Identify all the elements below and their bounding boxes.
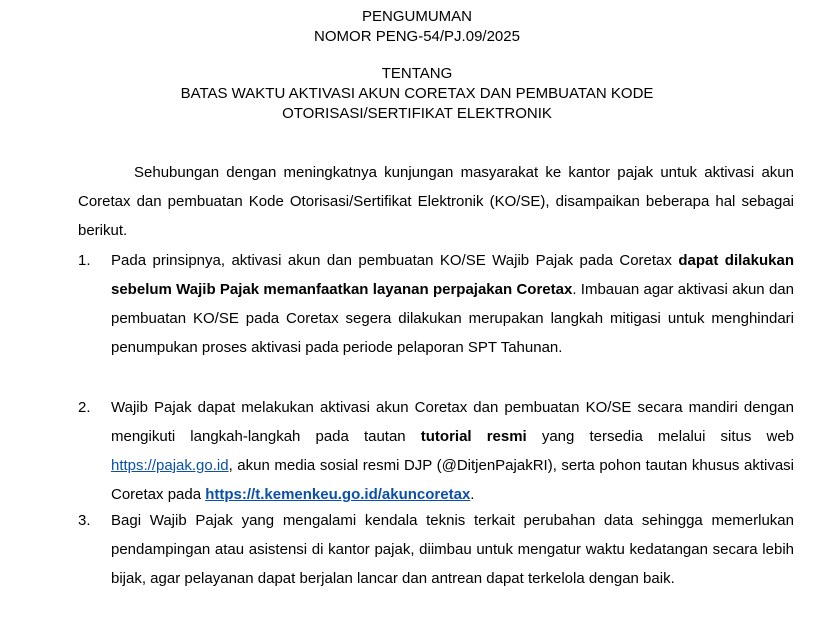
item-2-text-c: , akun media sosial resmi DJP (@DitjenPajakRI), serta pohon tautan khusus aktivasi Coretax pada (111, 457, 794, 503)
item-2-number: 2. (78, 399, 91, 416)
akuncoretax-link[interactable]: https://t.kemenkeu.go.id/akuncoretax (205, 486, 471, 503)
list-item-3 (111, 506, 794, 593)
about-label: TENTANG (381, 65, 453, 82)
list-item-1 (111, 246, 794, 362)
item-1-text-a: Pada prinsipnya, aktivasi akun dan pembuatan KO/SE Wajib Pajak pada Coretax (111, 252, 679, 269)
announcement-number: NOMOR PENG-54/PJ.09/2025 (314, 28, 520, 45)
list-item-2 (111, 393, 794, 509)
item-2-text-a: Wajib Pajak dapat melakukan aktivasi akun Coretax dan pembuatan KO/SE secara mandiri dengan mengikuti langkah-langkah pada tautan (111, 399, 794, 445)
item-1-number: 1. (78, 252, 91, 269)
item-1-text-b: . Imbauan agar aktivasi akun dan pembuatan KO/SE pada Coretax segera dilakukan merupakan langkah mitigasi untuk menghindari penumpukan proses aktivasi pada periode pelaporan SPT Tahunan. (111, 281, 794, 356)
intro-text: Sehubungan dengan meningkatnya kunjungan masyarakat ke kantor pajak untuk aktivasi akun Coretax dan pembuatan Kode Otorisasi/Sertifikat Elektronik (KO/SE), disampaikan beberapa hal sebagai berikut. (78, 164, 794, 239)
announcement-title: PENGUMUMAN (361, 8, 472, 25)
subject-line-2: OTORISASI/SERTIFIKAT ELEKTRONIK (282, 105, 552, 122)
item-1-bold: dapat dilakukan sebelum Wajib Pajak memanfaatkan layanan perpajakan Coretax (111, 252, 794, 298)
item-2-text-b: yang tersedia melalui situs web (526, 428, 795, 445)
item-2-bold: tutorial resmi (420, 428, 527, 445)
pajak-website-link[interactable]: https://pajak.go.id (111, 457, 229, 474)
subject-line-1: BATAS WAKTU AKTIVASI AKUN CORETAX DAN PEMBUATAN KODE (180, 85, 654, 102)
intro-paragraph (78, 158, 794, 245)
item-3-number: 3. (78, 512, 91, 529)
item-3-text: Bagi Wajib Pajak yang mengalami kendala teknis terkait perubahan data sehingga memerlukan pendampingan atau asistensi di kantor pajak, diimbau untuk mengatur waktu kedatangan secara lebih bijak, agar pelayanan dapat berjalan lancar dan antrean dapat terkelola dengan baik. (111, 512, 794, 587)
item-2-text-d: . (470, 486, 475, 503)
